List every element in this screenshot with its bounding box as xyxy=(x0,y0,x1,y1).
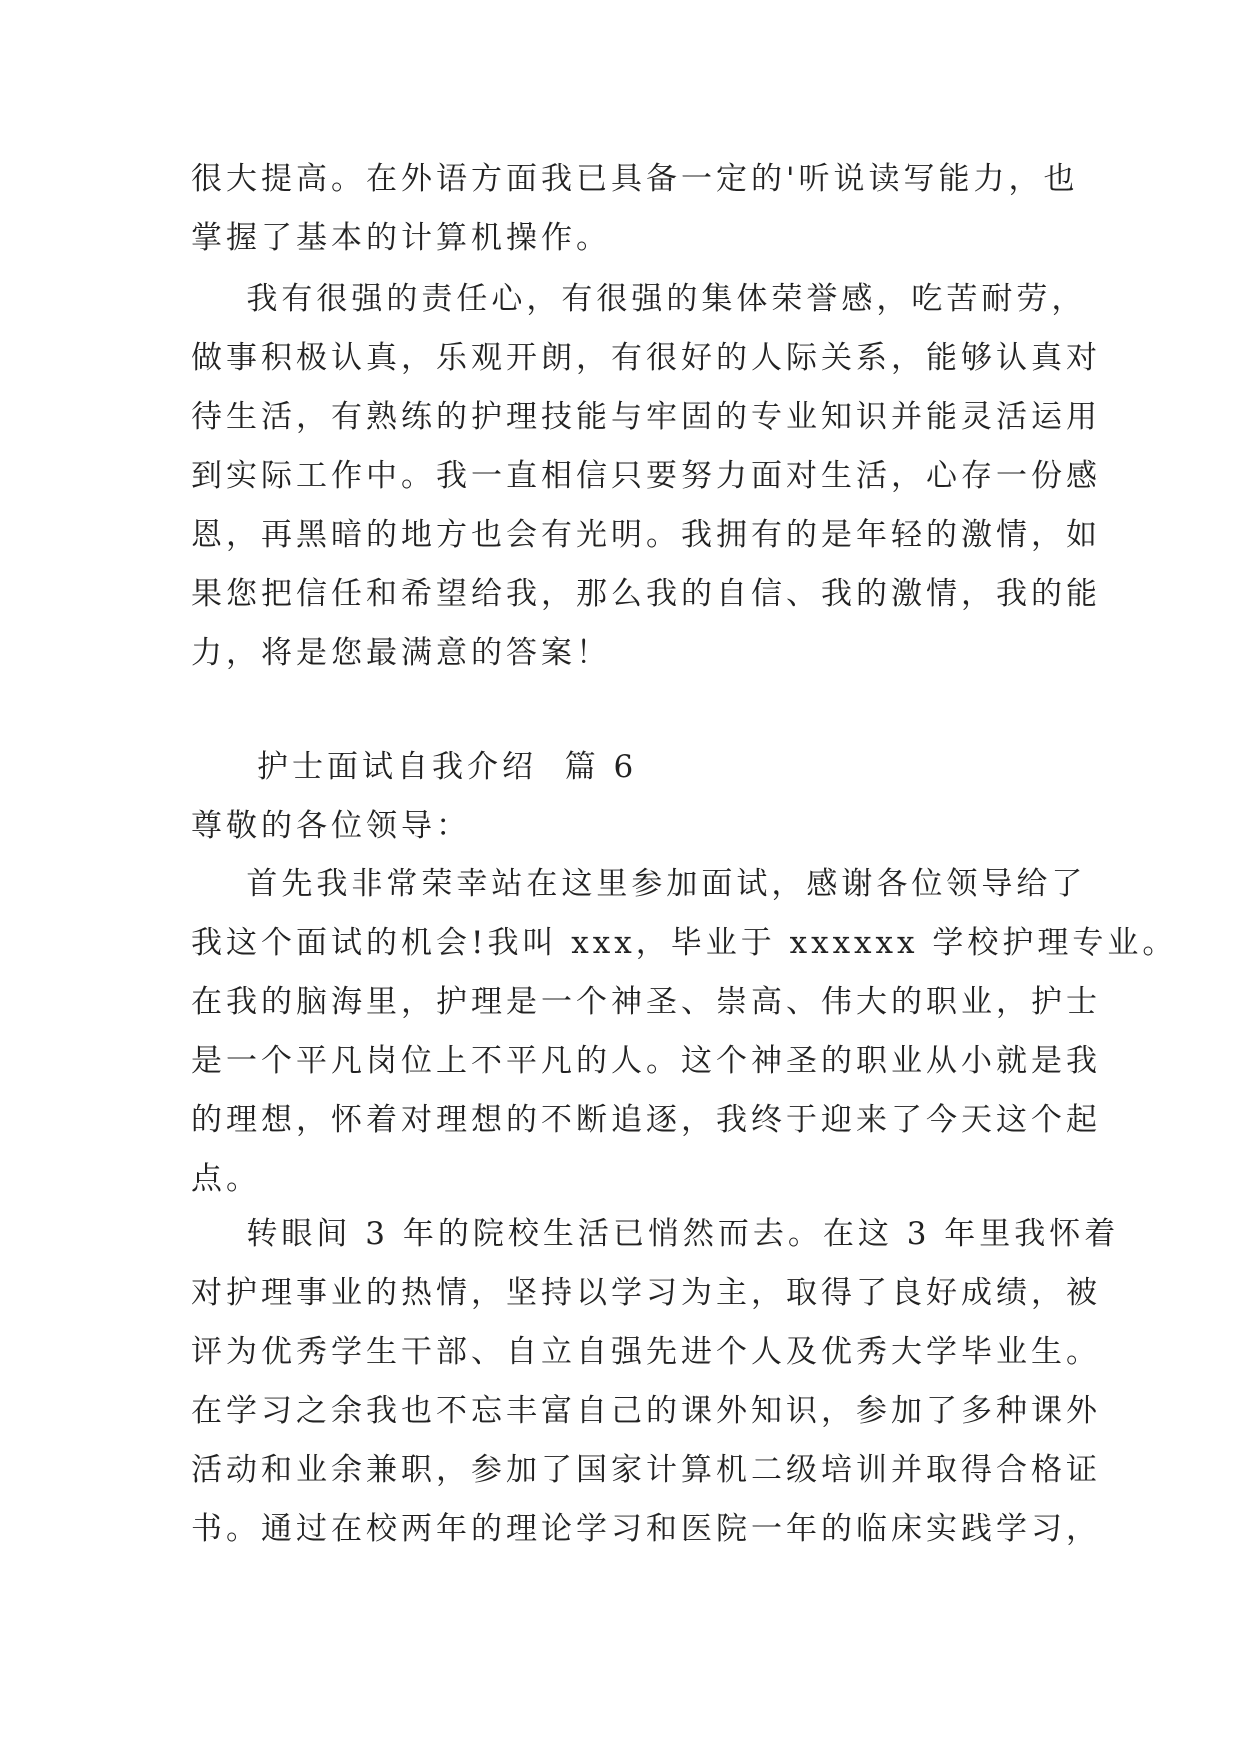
text-line: 恩，再黑暗的地方也会有光明。我拥有的是年轻的激情，如 xyxy=(191,517,1101,553)
salutation xyxy=(191,797,1061,856)
text-line: 在我的脑海里，护理是一个神圣、崇高、伟大的职业，护士 xyxy=(191,984,1101,1020)
section-title xyxy=(191,738,1061,797)
text-line: 对护理事业的热情，坚持以学习为主，取得了良好成绩，被 xyxy=(191,1275,1101,1311)
salutation-text: 尊敬的各位领导： xyxy=(191,808,471,844)
text-line: 评为优秀学生干部、自立自强先进个人及优秀大学毕业生。 xyxy=(191,1334,1101,1370)
text-line: 果您把信任和希望给我，那么我的自信、我的激情，我的能 xyxy=(191,576,1101,612)
text-line: 在学习之余我也不忘丰富自己的课外知识，参加了多种课外 xyxy=(191,1393,1101,1429)
text-line: 是一个平凡岗位上不平凡的人。这个神圣的职业从小就是我 xyxy=(191,1043,1101,1079)
paragraph-school-life xyxy=(191,1205,1120,1559)
text-line: 转眼间 3 年的院校生活已悄然而去。在这 3 年里我怀着 xyxy=(191,1216,1120,1252)
text-line: 活动和业余兼职，参加了国家计算机二级培训并取得合格证 xyxy=(191,1452,1101,1488)
paragraph-continuation xyxy=(191,150,1079,268)
paragraph-personality xyxy=(191,270,1101,683)
text-line: 书。通过在校两年的理论学习和医院一年的临床实践学习， xyxy=(191,1511,1101,1547)
text-line: 的理想，怀着对理想的不断追逐，我终于迎来了今天这个起 xyxy=(191,1102,1101,1138)
section-title-text: 护士面试自我介绍 篇 6 xyxy=(257,749,638,785)
text-line: 到实际工作中。我一直相信只要努力面对生活，心存一份感 xyxy=(191,458,1101,494)
text-line: 待生活，有熟练的护理技能与牢固的专业知识并能灵活运用 xyxy=(191,399,1101,435)
paragraph-introduction xyxy=(191,855,1178,1209)
text-line: 我这个面试的机会!我叫 xxx，毕业于 xxxxxx 学校护理专业。 xyxy=(191,925,1178,961)
text-line: 首先我非常荣幸站在这里参加面试，感谢各位领导给了 xyxy=(191,866,1087,902)
text-line: 很大提高。在外语方面我已具备一定的'听说读写能力，也 xyxy=(191,161,1079,197)
text-line: 力，将是您最满意的答案！ xyxy=(191,635,611,671)
text-line: 我有很强的责任心，有很强的集体荣誉感，吃苦耐劳， xyxy=(191,281,1087,317)
text-line: 做事积极认真，乐观开朗，有很好的人际关系，能够认真对 xyxy=(191,340,1101,376)
text-line: 点。 xyxy=(191,1161,261,1197)
text-line: 掌握了基本的计算机操作。 xyxy=(191,220,611,256)
